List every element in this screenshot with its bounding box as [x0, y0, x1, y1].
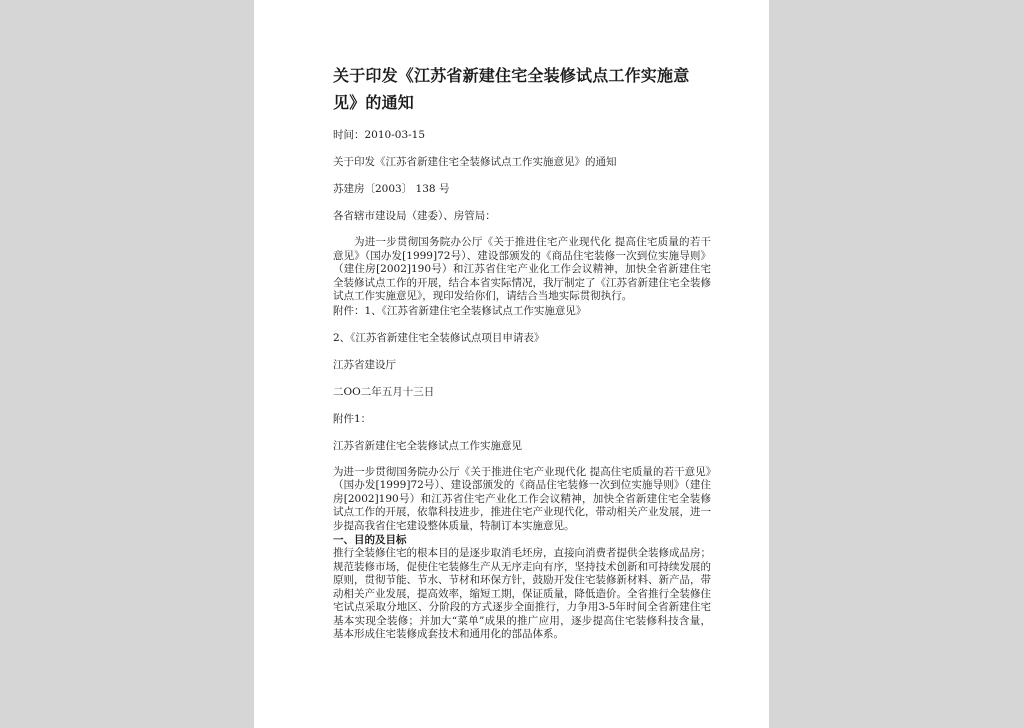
attachment-title: 江苏省新建住宅全装修试点工作实施意见 [333, 439, 522, 452]
document-title: 关于印发《江苏省新建住宅全装修试点工作实施意见》的通知 [333, 66, 690, 112]
recipients: 各省辖市建设局（建委）、房管局： [333, 210, 496, 222]
intro-paragraph: 为进一步贯彻国务院办公厅《关于推进住宅产业现代化 提高住宅质量的若干意见》（国办发[1999]72号）、建设部颁发的《商品住宅装修一次到位实施导则》（建住房[2002]190号）和江苏省住宅产业化工作会议精神，加快全省新建住宅全装修试点工作的开展，结合本省实际情况，我厅制定了《江苏省新建住宅全装修试点工作实施意见》，现印发给你们，请结合当地实际贯彻执行。 [333, 236, 711, 302]
section-heading-goals: 一、目的及目标 [333, 534, 407, 546]
attachment-list-item-2: 2、《江苏省新建住宅全装修试点项目申请表》 [333, 331, 545, 344]
publish-time: 时间：2010-03-15 [333, 129, 426, 141]
issuer: 江苏省建设厅 [333, 358, 396, 371]
page-content [333, 62, 711, 642]
document-number: 苏建房〔2003〕 138 号 [333, 183, 450, 195]
attachment-list-item-1: 附件：1、《江苏省新建住宅全装修试点工作实施意见》 [333, 304, 587, 317]
attachment-label: 附件1： [333, 412, 372, 425]
body-paragraph-1: 为进一步贯彻国务院办公厅《关于推进住宅产业现代化 提高住宅质量的若干意见》（国办发[1999]72号）、建设部颁发的《商品住宅装修一次到位实施导则》（建住房[2002]190号）和江苏省住宅产业化工作会议精神，加快全省新建住宅全装修试点工作的开展，依靠科技进步，推进住宅产业现代化，带动相关产业发展，进一步提高我省住宅建设整体质量，特制订本实施意见。 [333, 465, 711, 532]
issue-date: 二OO二年五月十三日 [333, 385, 435, 398]
notice-subtitle: 关于印发《江苏省新建住宅全装修试点工作实施意见》的通知 [333, 156, 617, 168]
section-paragraph-goals: 推行全装修住宅的根本目的是逐步取消毛坯房，直接向消费者提供全装修成品房；规范装修市场，促使住宅装修生产从无序走向有序，坚持技术创新和可持续发展的原则，贯彻节能、节水、节材和环保方针，鼓励开发住宅装修新材料、新产品，带动相关产业发展，提高效率，缩短工期，保证质量，降低造价。全省推行全装修住宅试点采取分地区、分阶段的方式逐步全面推行，力争用3-5年时间全省新建住宅基本实现全装修；并加大“菜单”成果的推广应用，逐步提高住宅装修科技含量，基本形成住宅装修成套技术和通用化的部品体系。 [333, 547, 711, 640]
document-page [254, 0, 769, 728]
